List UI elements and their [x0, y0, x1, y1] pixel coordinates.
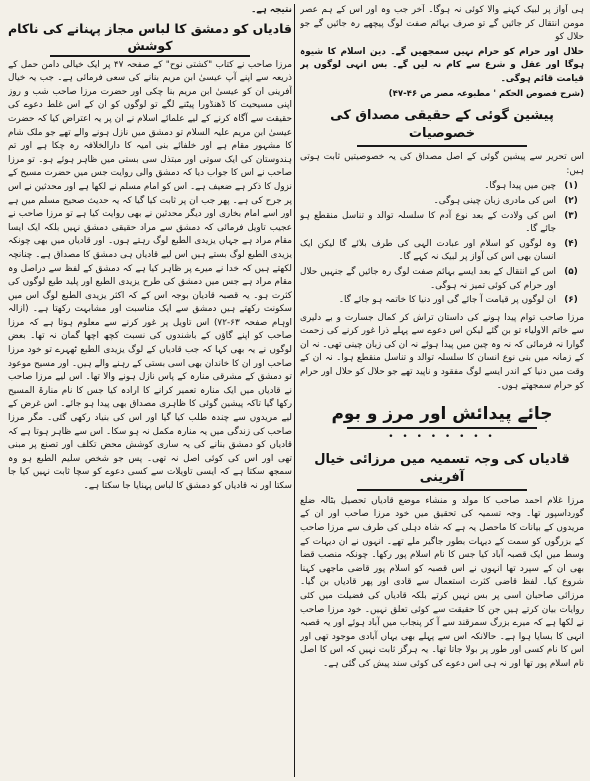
- left-heading: [8, 20, 292, 57]
- chapter-title-underline: [347, 427, 537, 429]
- section-subheading: [300, 107, 584, 147]
- quoted-passage: حلال اور حرام کو حرام نہیں سمجھیں گے۔ دین اسلام کا شیوہ ہوگا اور عقل و شرع سے کام نہ لیں گے۔ بس انہی لوگوں پر قیامت قائم ہوگی۔: [300, 46, 584, 84]
- right-column: [300, 4, 584, 777]
- dot-separator: • • • • • • • •: [388, 432, 496, 443]
- list-text: اس کے انتقال کے بعد ایسے بہائم صفت لوگ رہ جائیں گے جنہیں حلال اور حرام کی کوئی تمیز نہ ہوگی۔: [300, 266, 556, 291]
- lead-paragraph: اس تحریر سے پیشین گوئی کے اصل مصداق کی یہ خصوصیتیں ثابت ہوتی ہیں:: [300, 152, 584, 176]
- traits-list: [300, 180, 584, 307]
- list-text: اس کی مادری زبان چینی ہوگی۔: [433, 195, 556, 206]
- list-text: اس کی ولادت کے بعد نوع آدم کا سلسلہ توالد و تناسل منقطع ہو جائے گا۔: [300, 210, 556, 235]
- list-item: [300, 294, 580, 308]
- left-heading-text: قادیاں کو دمشق کا لباس مجاز پہنانے کی ناکام کوشش: [8, 20, 292, 53]
- body-paragraph-2: مرزا غلام احمد صاحب کا مولد و منشاء موضع قادیاں تحصیل بٹالہ ضلع گورداسپور تھا۔ وجہ تسمیہ کی تحقیق میں خود مرزا صاحب اور ان کے مریدوں کے بیانات کا ماحصل یہ ہے کہ شاہ دہلی کی طرف سے مرزا صاحب کے بزرگوں کو سمت کے دیہات بطور جاگیر ملے تھے۔ انہوں نے ان دیہات کے وسط میں ایک قصبہ آباد کیا جس کا نام اسلام پور رکھا۔ چونکہ منصب قضا بھی ان کے سپرد تھا انہوں نے اس قصبہ کو اسلام پور قاضی ماجھی کہنا شروع کیا۔ لفظ قاضی کثرت استعمال سے قادی اور پھر قادیاں بن گیا۔ مرزائی صاحبان اسی پر بس نہیں کرتے بلکہ قادیاں کی فضیلت میں کئی روایات بیان کرتے ہیں جن کا حقیقت سے کوئی تعلق نہیں۔ خود مرزا صاحب نے لکھا ہے کہ میرے بزرگ سمرقند سے آ کر پنجاب میں آباد ہوئے اور یہ قصبہ انہی کا بسایا ہوا ہے۔ حالانکہ اس سے پہلے بھی یہاں آبادی موجود تھی اور اس کا نام کسی اور طور پر بولا جاتا تھا۔ یہ ہرگز ثابت نہیں کہ اس کا اصل نام اسلام پور تھا اور نہ ہی اس دعوے کی کوئی سند پیش کی گئی ہے۔: [300, 495, 584, 669]
- list-number: (۴): [564, 238, 578, 249]
- subheading-2-text: قادیاں کی وجہ تسمیہ میں مرزائی خیال آفرینی: [314, 451, 570, 485]
- list-item: [300, 180, 580, 194]
- intro-paragraph: ہی آواز پر لبیک کہنے والا کوئی نہ ہوگا۔ آخر جب وہ اور اس کے ہم عصر مومن انتقال کر جائیں گے تو صرف بہائم صفت لوگ پیچھے رہ جائیں گے جو حلال کو: [300, 5, 584, 43]
- left-heading-underline: [50, 55, 250, 57]
- section-subheading-2: [300, 451, 584, 491]
- source-reference: (شرح فصوص الحکم ' مطبوعہ مصر ص ۴۶-۴۷): [388, 88, 584, 99]
- list-number: (۲): [564, 195, 578, 206]
- list-number: (۵): [564, 266, 578, 277]
- subheading-2-underline: [357, 489, 527, 491]
- list-item: [300, 210, 580, 237]
- chapter-title: [300, 403, 584, 429]
- subheading-text: پیشین گوئی کے حقیقی مصداق کی خصوصیات: [330, 108, 554, 142]
- list-number: (۱): [564, 181, 578, 192]
- list-number: (۳): [564, 210, 578, 221]
- list-text: وہ لوگوں کو اسلام اور عبادت الہی کی طرف بلائے گا لیکن ایک انسان بھی اس کی آواز پر لبیک نہ کہے گا۔: [300, 238, 556, 263]
- subheading-underline: [357, 145, 527, 147]
- body-paragraph-1: مرزا صاحب توام پیدا ہونے کی داستان تراش کر کمال جسارت و بے دلیری سے خاتم الاولیاء تو بن گئے لیکن اس دعوے سے پہلے ذرا غور کرنے کی زحمت گوارا نہ فرمائی کہ نہ وہ چین میں پیدا ہوئے نہ ان کی زبان چینی تھی۔ نہ ان کے زمانہ میں بنی نوع انسان کا سلسلہ توالد و تناسل منقطع ہوا۔ نہ ان کے وقت میں دنیا کے اندر ایسے لوگ مفقود و ناپید تھے جو حلال کو حلال اور حرام کو حرام سمجھتے ہوں۔: [300, 312, 584, 391]
- column-divider: [294, 4, 295, 777]
- left-column: [8, 4, 292, 777]
- list-item: [300, 266, 580, 293]
- list-number: (۶): [564, 295, 578, 306]
- chapter-title-text: جائے پیدائش اور مرز و بوم: [331, 404, 553, 425]
- list-item: [300, 238, 580, 265]
- list-text: چین میں پیدا ہوگا۔: [484, 181, 556, 192]
- list-item: [300, 195, 580, 209]
- continued-text: نتیجہ ہے۔: [251, 5, 292, 15]
- list-text: ان لوگوں پر قیامت آ جائے گی اور دنیا کا خاتمہ ہو جائے گا۔: [338, 295, 556, 306]
- left-body-paragraph: مرزا صاحب نے کتاب "کشتی نوح" کے صفحہ ۴۷ پر ایک خیالی دامن حمل کے ذریعہ سے اپنے آپ عیسیٰ ابن مریم بنانے کی سعی فرمائی ہے۔ جب یہ خیال آفرینی ان کو عیسیٰ ابن مریم بنا چکی اور حضرت مرزا صاحب شب و روز اپنی مسیحیت کا ڈھنڈورا پیٹنے لگے تو لوگوں کو ان کے اس غلط دعوے کی حقیقت سے آگاہ کرنے کے لیے علمائے اسلام نے ان پر یہ اعتراض کیا کہ حضرت عیسیٰ ابن مریم علیہ السلام تو دمشق میں نازل ہونے والے تھے جو ملک شام کا مشہور مقام ہے اور خلفائے بنی امیہ کا دارالخلافہ رہ چکا ہے اور تم ہندوستان کی ایک سوتی اور مبتذل سی بستی میں ظاہر ہوئے ہو۔ تو مرزا صاحب نے اس کا جواب دیا کہ دمشق والی روایت جس میں حضرت مسیح کے نزول کا ذکر ہے ضعیف ہے۔ اس کو امام مسلم نے لکھا ہے اور محدثین نے اس پر جرح کی ہے۔ پھر جب ان پر ثابت کیا گیا کہ یہ حدیث صحیح مسلم میں ہے اور اسے امام بخاری اور دیگر محدثین نے بھی روایت کیا ہے تو مرزا صاحب نے عجیب تاویل فرمائی کہ دمشق سے مراد حقیقی دمشق نہیں بلکہ ایک ایسا مقام مراد ہے جہاں یزیدی الطبع لوگ رہتے ہوں۔ اور قادیاں میں بھی چونکہ یزیدی الطبع لوگ بستے ہیں اس لیے قادیاں ہی دمشق کا مصداق ہے۔ چنانچہ لکھتے ہیں کہ خدا نے میرے پر ظاہر کیا ہے کہ دمشق کے لفظ سے دراصل وہ مقام مراد ہے جس میں دمشق کی طرح یزیدی الطبع اور پلید طبع لوگوں کی کثرت ہو۔ یہ قصبہ قادیان بوجہ اس کے کہ اکثر یزیدی الطبع لوگ اس میں سکونت رکھتے ہیں دمشق سے ایک مناسبت اور مشابہت رکھتا ہے۔ (ازالہ اوہام صفحہ ۶۳-۷۲) اس تاویل پر غور کرنے سے معلوم ہوتا ہے کہ مرزا صاحب کو اپنے گاؤں کے باشندوں کی نسبت کچھ اچھا گمان نہ تھا۔ بعض لوگوں نے یہ بھی کہا کہ جب قادیاں کے لوگ یزیدی الطبع ٹھہرے تو خود مرزا صاحب اور ان کا خاندان بھی اسی بستی کے رہنے والے ہیں۔ اور مسیح موعود تو دمشق کے مشرقی منارہ کے پاس نازل ہونے والا تھا۔ اس لیے مرزا صاحب نے قادیاں میں ایک منارہ تعمیر کرانے کا ارادہ کیا جس کا نام منارۃ المسیح رکھا گیا تاکہ پیشین گوئی کا ظاہری مصداق بھی پیدا ہو جائے۔ اس غرض کے لیے مریدوں سے چندہ طلب کیا گیا اور اس کی بنیاد رکھی گئی۔ مگر مرزا صاحب کی زندگی میں یہ منارہ مکمل نہ ہو سکا۔ اس سے ظاہر ہوتا ہے کہ قادیاں کو دمشق بنانے کی یہ ساری کوشش محض تکلف اور تصنع پر مبنی تھی اور اس کی کوئی اصل نہ تھی۔ پس جو شخص سلیم الطبع ہو وہ سمجھ سکتا ہے کہ ایسی تاویلات سے کسی دعوے کو سچا ثابت نہیں کیا جا سکتا اور نہ قادیاں کو دمشق کا لباس پہنایا جا سکتا ہے۔: [8, 59, 292, 491]
